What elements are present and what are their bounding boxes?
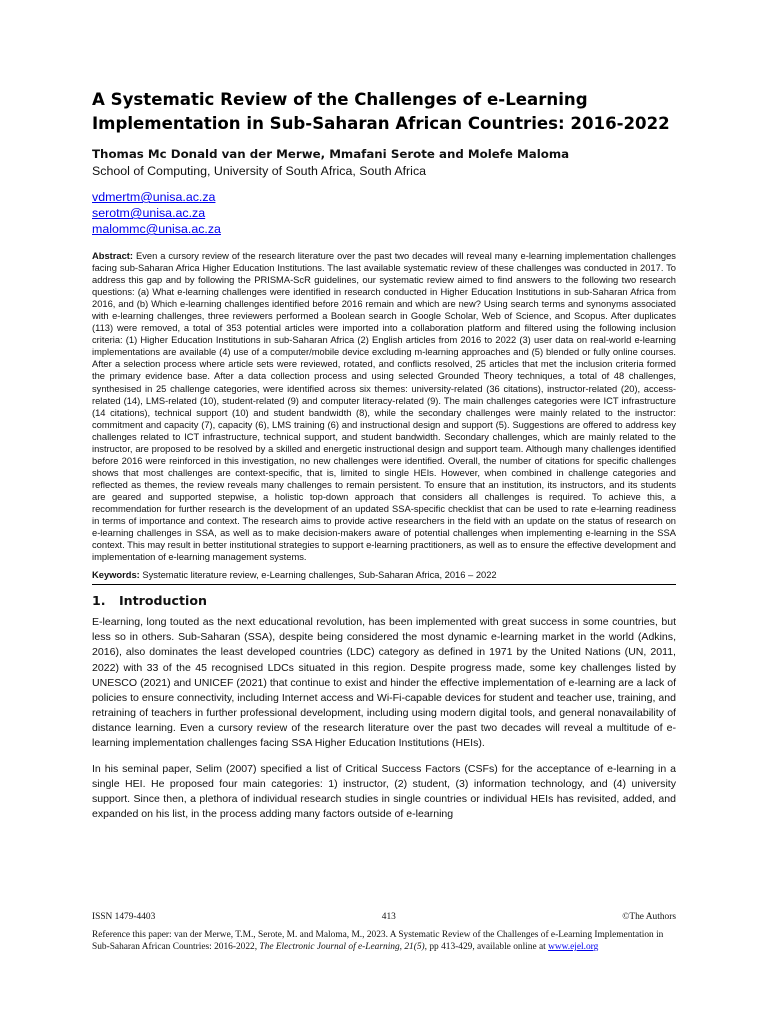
section-heading [92, 593, 676, 609]
email-link-3[interactable]: malommc@unisa.ac.za [92, 222, 221, 236]
email-link-1[interactable]: vdmertm@unisa.ac.za [92, 190, 216, 204]
page-number: 413 [381, 912, 396, 922]
body-paragraph-2: In his seminal paper, Selim (2007) specified a list of Critical Success Factors (CSFs) for the acceptance of e-learning in a single HEI. He proposed four main categories: 1) instructor, (2) student, (3) information technology, and (4) university support. Since then, a plethora of individual research studies in single countries or individual HEIs has revisited, added, and expanded on his list, in the process adding many factors outside of e-learning [92, 762, 676, 820]
keywords-label: Keywords: [92, 570, 140, 581]
body-paragraph-1: E-learning, long touted as the next educational revolution, has been implemented with great success in some countries, but less so in others. Sub-Saharan (SSA), despite being considered the most dynamic e-learning market in the world (Adkins, 2016), also dominates the least developed countries (LDC) category as defined in 1971 by the United Nations (UN, 2011, 2022) with 33 of the 45 recognised LDCs situated in this region. Despite progress made, some key challenges listed by UNESCO (2021) and UNICEF (2021) that continue to exist and hinder the effective implementation of e-learning are a lack of policies to ensure connectivity, including Internet access and Wi-Fi-capable devices for student and teacher use, training, and retraining of teachers in further professional development, including using modern digital tools, and general nonavailability of distance learning. Even a cursory review of the research literature over the past two decades will reveal a multitude of e-learning implementation challenges facing SSA Higher Education Institutions (HEIs). [92, 616, 676, 749]
paper-page [92, 88, 676, 833]
abstract-label: Abstract: [92, 251, 134, 261]
reference-note [92, 929, 676, 953]
affiliation: School of Computing, University of South Africa, South Africa [92, 164, 427, 178]
abstract [92, 250, 676, 563]
email-link-2[interactable]: serotm@unisa.ac.za [92, 206, 206, 220]
section-number: 1. [92, 593, 106, 609]
keywords [92, 569, 676, 585]
section-title: Introduction [119, 593, 207, 609]
email-list [92, 189, 676, 237]
page-footer [92, 911, 676, 953]
footer-row [92, 911, 676, 923]
ref-prefix: Reference this paper: van der Merwe, T.M., Serote, M. and Maloma, M., 2023. A Systematic Review of the Challenges of e-Learning Implementation in Sub-Saharan African Countries: 2016-2022, [92, 930, 664, 953]
ejel-link[interactable]: www.ejel.org [548, 942, 599, 953]
abstract-text: Even a cursory review of the research literature over the past two decades will reveal many e-learning implementation challenges facing sub-Saharan Africa Higher Education Institutions. The last available systematic review of these challenges was conducted in 2017. To address this gap and by following the PRISMA-ScR guidelines, our systematic review aimed to find answers to the following two research questions: (a) What e-learning challenges were identified in research conducted in Higher Education Institutions in sub-Saharan Africa from 2016, and (b) Which e-learning challenges identified before 2016 remain and which are new? Using search terms and synonyms associated with e-learning challenges, three reviewers performed a Boolean search in Google Scholar, Web of Science, and Scopus. After duplicates (113) were removed, a total of 353 potential articles were imported into a collaboration platform and filtered using the following inclusion criteria: (1) Higher Education Institutions in sub-Saharan Africa (2) English articles from 2016 to 2022 (3) user data on real-world e-learning implementations are available (4) use of a computer/mobile device excluding m-learning approaches and (5) blended or fully online courses. After a selection process where article sets were reviewed, rotated, and conflicts resolved, 25 articles that met the inclusion criteria formed the primary evidence base. After a data collection process and using selected Grounded Theory techniques, a total of 48 challenges, synthesised in 25 challenge categories, were identified across six themes: university-related (36 citations), instructor-related (20), access-related (14), LMS-related (10), student-related (9) and computer literacy-related (9). The main challenges categories were ICT infrastructure (14 citations), technical support (10) and student bandwidth (8), while the secondary challenges were mainly related to the instructor: commitment and capacity (7), capacity (6), LMS training (6) and instructional design and support (5). Suggestions are offered to address key challenges related to ICT infrastructure, technical support, and student bandwidth. Secondary challenges, which are mainly related to the instructor, are proposed to be resolved by a skilled and energetic instructional design and support team. Although many challenges identified before 2016 were reinforced in this investigation, no new challenges were identified. Overall, the number of citations for specific challenges shows that most challenges are context-specific, that is, limited to single HEIs. However, when combined in challenge categories and reflected as themes, the review reveals many challenges to remain persistent. To ensure that an institution, its instructors, and its students are geared and supported stepwise, a holistic top-down approach that considers all challenges is required. To achieve this, a recommendation for further research is the development of an updated SSA-specific checklist that can be used to rate e-learning readiness in terms of importance and context. The research aims to provide active researchers in the field with an update on the status of research on e-learning challenges in SSA, as well as to make decision-makers aware of potential challenges when implementing e-learning in the SSA context. This may result in better institutional strategies to support e-learning practitioners, as well as to ensure the effective development and implementation of e-learning management systems. [92, 251, 676, 563]
copyright: ©The Authors [622, 912, 676, 922]
keywords-text: Systematic literature review, e-Learning challenges, Sub-Saharan Africa, 2016 – 2022 [142, 570, 497, 581]
title-line-1: A Systematic Review of the Challenges of e-Learning [92, 90, 588, 109]
ref-journal: The Electronic Journal of e-Learning, 21(5) [259, 942, 425, 953]
title-line-2: Implementation in Sub-Saharan African Countries: 2016-2022 [92, 114, 670, 133]
ref-suffix: , pp 413-429, available online at [424, 942, 549, 953]
issn: ISSN 1479-4403 [92, 912, 156, 922]
paper-title [92, 88, 676, 136]
authors: Thomas Mc Donald van der Merwe, Mmafani Serote and Molefe Maloma [92, 147, 570, 161]
